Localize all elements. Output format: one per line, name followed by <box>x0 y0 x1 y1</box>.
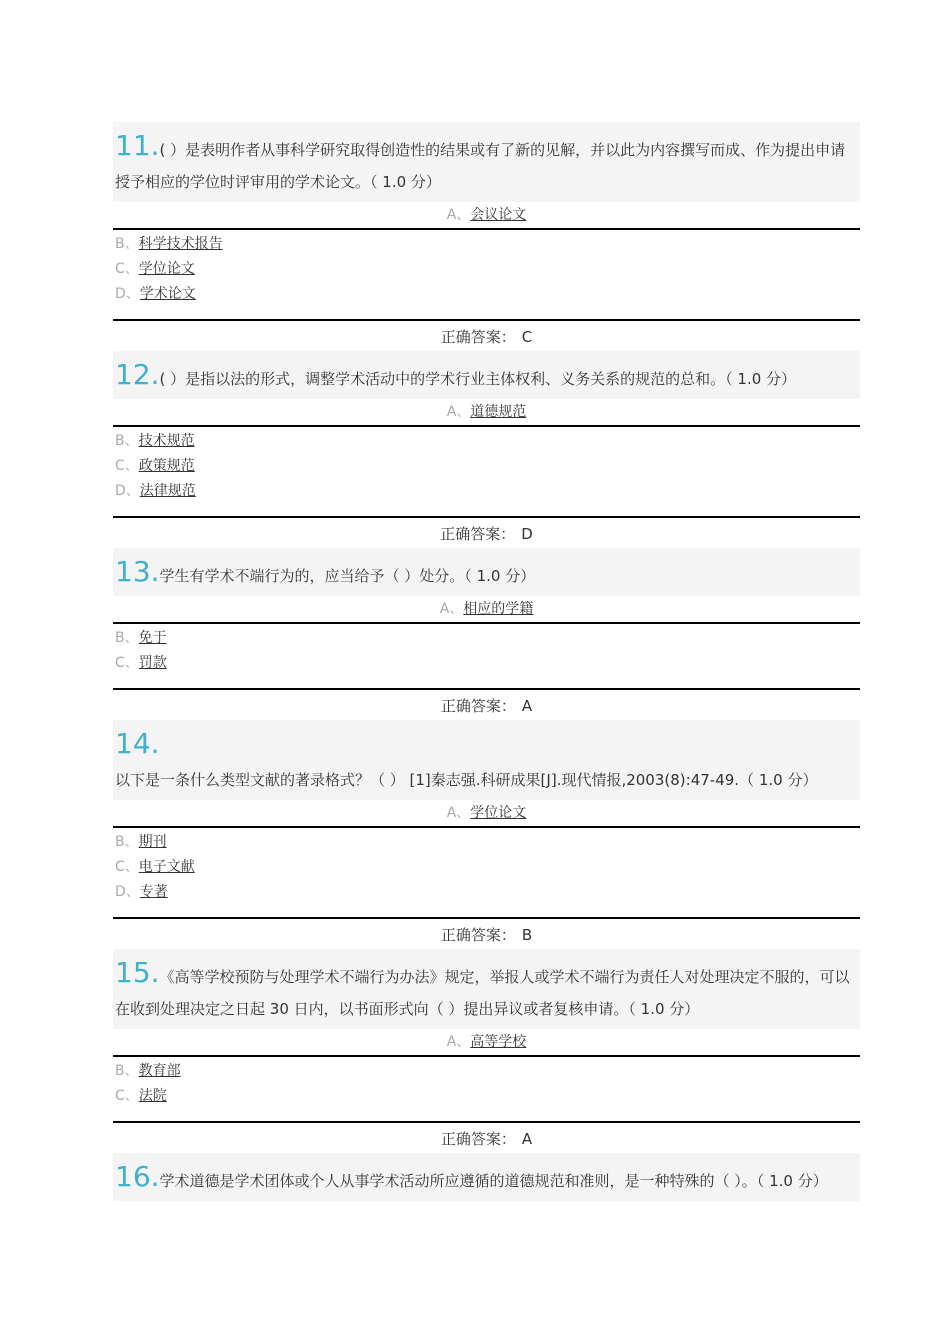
option-a[interactable] <box>113 202 860 230</box>
option-text[interactable]: 道德规范 <box>470 404 527 420</box>
option-letter: B、 <box>115 834 139 850</box>
question-text <box>113 1153 860 1201</box>
correct-answer <box>113 1121 860 1153</box>
question-stem: 学生有学术不端行为的，应当给予（ ）处分。（ 1.0 分） <box>159 567 536 585</box>
option-text[interactable]: 高等学校 <box>470 1034 527 1050</box>
question-text <box>113 122 860 202</box>
answer-label: 正确答案： <box>440 697 516 715</box>
option-a[interactable] <box>113 399 860 427</box>
option-text[interactable]: 免于 <box>138 630 167 646</box>
answer-label: 正确答案： <box>440 525 516 543</box>
option-letter: C、 <box>115 859 139 875</box>
option-item[interactable] <box>115 1084 860 1109</box>
option-text[interactable]: 学术论文 <box>139 286 196 302</box>
option-item[interactable] <box>115 257 860 282</box>
option-item[interactable] <box>115 830 860 855</box>
option-item[interactable] <box>115 479 860 504</box>
option-text[interactable]: 科学技术报告 <box>138 236 223 252</box>
option-letter: A、 <box>446 805 471 821</box>
question-stem: ( ）是指以法的形式，调整学术活动中的学术行业主体权利、义务关系的规范的总和。（ 1.0 分） <box>159 370 797 388</box>
answer-value: B <box>521 926 533 944</box>
question-block <box>113 949 860 1153</box>
answer-label: 正确答案： <box>440 926 516 944</box>
option-letter: B、 <box>115 433 139 449</box>
question-block <box>113 122 860 351</box>
option-item[interactable] <box>115 232 860 257</box>
answer-value: D <box>521 525 533 543</box>
answer-label: 正确答案： <box>440 328 516 346</box>
options-list <box>113 427 860 516</box>
options-list <box>113 230 860 319</box>
options-list <box>113 828 860 917</box>
option-text[interactable]: 技术规范 <box>138 433 195 449</box>
quiz-list <box>113 122 860 1201</box>
option-text[interactable]: 法律规范 <box>139 483 196 499</box>
option-text[interactable]: 电子文献 <box>138 859 195 875</box>
option-text[interactable]: 期刊 <box>138 834 167 850</box>
option-text[interactable]: 学位论文 <box>470 805 527 821</box>
question-text <box>113 548 860 596</box>
option-item[interactable] <box>115 454 860 479</box>
option-letter: D、 <box>115 884 140 900</box>
option-item[interactable] <box>115 651 860 676</box>
option-text[interactable]: 会议论文 <box>470 207 527 223</box>
answer-label: 正确答案： <box>440 1130 516 1148</box>
option-text[interactable]: 相应的学籍 <box>463 601 534 617</box>
question-number: 16. <box>115 1160 160 1193</box>
correct-answer <box>113 319 860 351</box>
correct-answer <box>113 688 860 720</box>
option-item[interactable] <box>115 1059 860 1084</box>
correct-answer <box>113 516 860 548</box>
option-item[interactable] <box>115 429 860 454</box>
option-letter: A、 <box>446 207 471 223</box>
question-text <box>113 351 860 399</box>
question-number: 15. <box>115 956 160 989</box>
option-item[interactable] <box>115 282 860 307</box>
option-letter: C、 <box>115 261 139 277</box>
question-number: 12. <box>115 358 160 391</box>
option-a[interactable] <box>113 800 860 828</box>
option-text[interactable]: 罚款 <box>138 655 167 671</box>
question-stem: ( ）是表明作者从事科学研究取得创造性的结果或有了新的见解，并以此为内容撰写而成、作为提出申请授予相应的学位时评审用的学术论文。（ 1.0 分） <box>115 141 846 191</box>
option-text[interactable]: 教育部 <box>138 1063 181 1079</box>
option-item[interactable] <box>115 880 860 905</box>
correct-answer <box>113 917 860 949</box>
option-a[interactable] <box>113 596 860 624</box>
option-letter: A、 <box>446 404 471 420</box>
question-text <box>113 949 860 1029</box>
question-stem: 以下是一条什么类型文献的著录格式？（ ） [1]秦志强.科研成果[J].现代情报,2003(8):47-49.（ 1.0 分） <box>115 771 818 789</box>
question-stem: 《高等学校预防与处理学术不端行为办法》规定，举报人或学术不端行为责任人对处理决定不服的，可以在收到处理决定之日起 30 日内，以书面形式向（ ）提出异议或者复核申请。（ 1.0 分） <box>115 968 850 1018</box>
question-block <box>113 351 860 548</box>
option-letter: C、 <box>115 655 139 671</box>
option-item[interactable] <box>115 855 860 880</box>
option-text[interactable]: 政策规范 <box>138 458 195 474</box>
question-block <box>113 1153 860 1201</box>
option-letter: B、 <box>115 1063 139 1079</box>
question-block <box>113 548 860 720</box>
option-letter: B、 <box>115 630 139 646</box>
question-number: 11. <box>115 129 160 162</box>
option-letter: C、 <box>115 1088 139 1104</box>
answer-value: A <box>521 697 533 715</box>
option-letter: A、 <box>439 601 464 617</box>
question-text <box>113 720 860 800</box>
options-list <box>113 624 860 688</box>
question-block <box>113 720 860 949</box>
question-number: 13. <box>115 555 160 588</box>
option-letter: D、 <box>115 483 140 499</box>
question-number: 14. <box>115 727 160 760</box>
option-letter: B、 <box>115 236 139 252</box>
answer-value: C <box>521 328 533 346</box>
option-text[interactable]: 法院 <box>138 1088 167 1104</box>
answer-value: A <box>521 1130 533 1148</box>
option-letter: D、 <box>115 286 140 302</box>
option-a[interactable] <box>113 1029 860 1057</box>
option-text[interactable]: 学位论文 <box>138 261 195 277</box>
option-letter: A、 <box>446 1034 471 1050</box>
option-item[interactable] <box>115 626 860 651</box>
option-text[interactable]: 专著 <box>139 884 168 900</box>
option-letter: C、 <box>115 458 139 474</box>
question-stem: 学术道德是学术团体或个人从事学术活动所应遵循的道德规范和准则，是一种特殊的（ ）。（ 1.0 分） <box>159 1172 828 1190</box>
options-list <box>113 1057 860 1121</box>
